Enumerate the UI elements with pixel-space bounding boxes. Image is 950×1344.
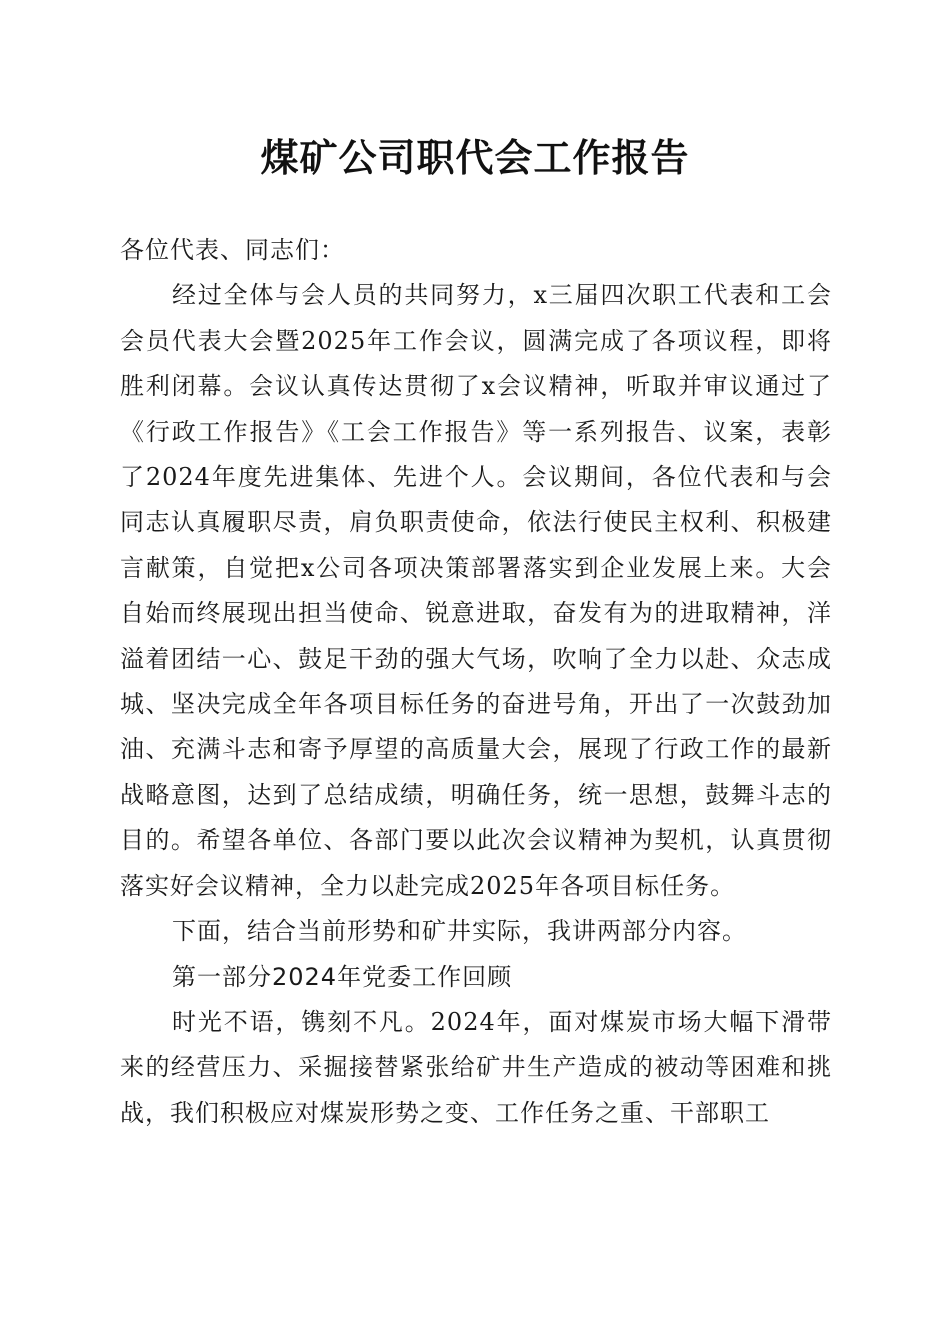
document-title: 煤矿公司职代会工作报告 bbox=[260, 135, 690, 180]
salutation: 各位代表、同志们： bbox=[120, 236, 345, 264]
paragraph-intro: 经过全体与会人员的共同努力，x三届四次职工代表和工会会员代表大会暨2025年工作会议，圆满完成了各项议程，即将胜利闭幕。会议认真传达贯彻了x会议精神，听取并审议通过了《行政工作报告》《工会工作报告》等一系列报告、议案，表彰了2024年度先进集体、先进个人。会议期间，各位代表和与会同志认真履职尽责，肩负职责使命，依法行使民主权利、积极建言献策，自觉把x公司各项决策部署落实到企业发展上来。大会自始而终展现出担当使命、锐意进取，奋发有为的进取精神，洋溢着团结一心、鼓足干劲的强大气场，吹响了全力以赴、众志成城、坚决完成全年各项目标任务的奋进号角，开出了一次鼓劲加油、充满斗志和寄予厚望的高质量大会，展现了行政工作的最新战略意图，达到了总结成绩，明确任务，统一思想，鼓舞斗志的目的。希望各单位、各部门要以此次会议精神为契机，认真贯彻落实好会议精神，全力以赴完成2025年各项目标任务。 bbox=[120, 281, 832, 900]
paragraph-transition: 下面，结合当前形势和矿井实际，我讲两部分内容。 bbox=[172, 917, 747, 946]
section-heading: 第一部分2024年党委工作回顾 bbox=[172, 962, 513, 991]
document-body bbox=[120, 228, 832, 1136]
paragraph-review: 时光不语，镌刻不凡。2024年，面对煤炭市场大幅下滑带来的经营压力、采掘接替紧张给矿井生产造成的被动等困难和挑战，我们积极应对煤炭形势之变、工作任务之重、干部职工 bbox=[120, 1007, 832, 1127]
